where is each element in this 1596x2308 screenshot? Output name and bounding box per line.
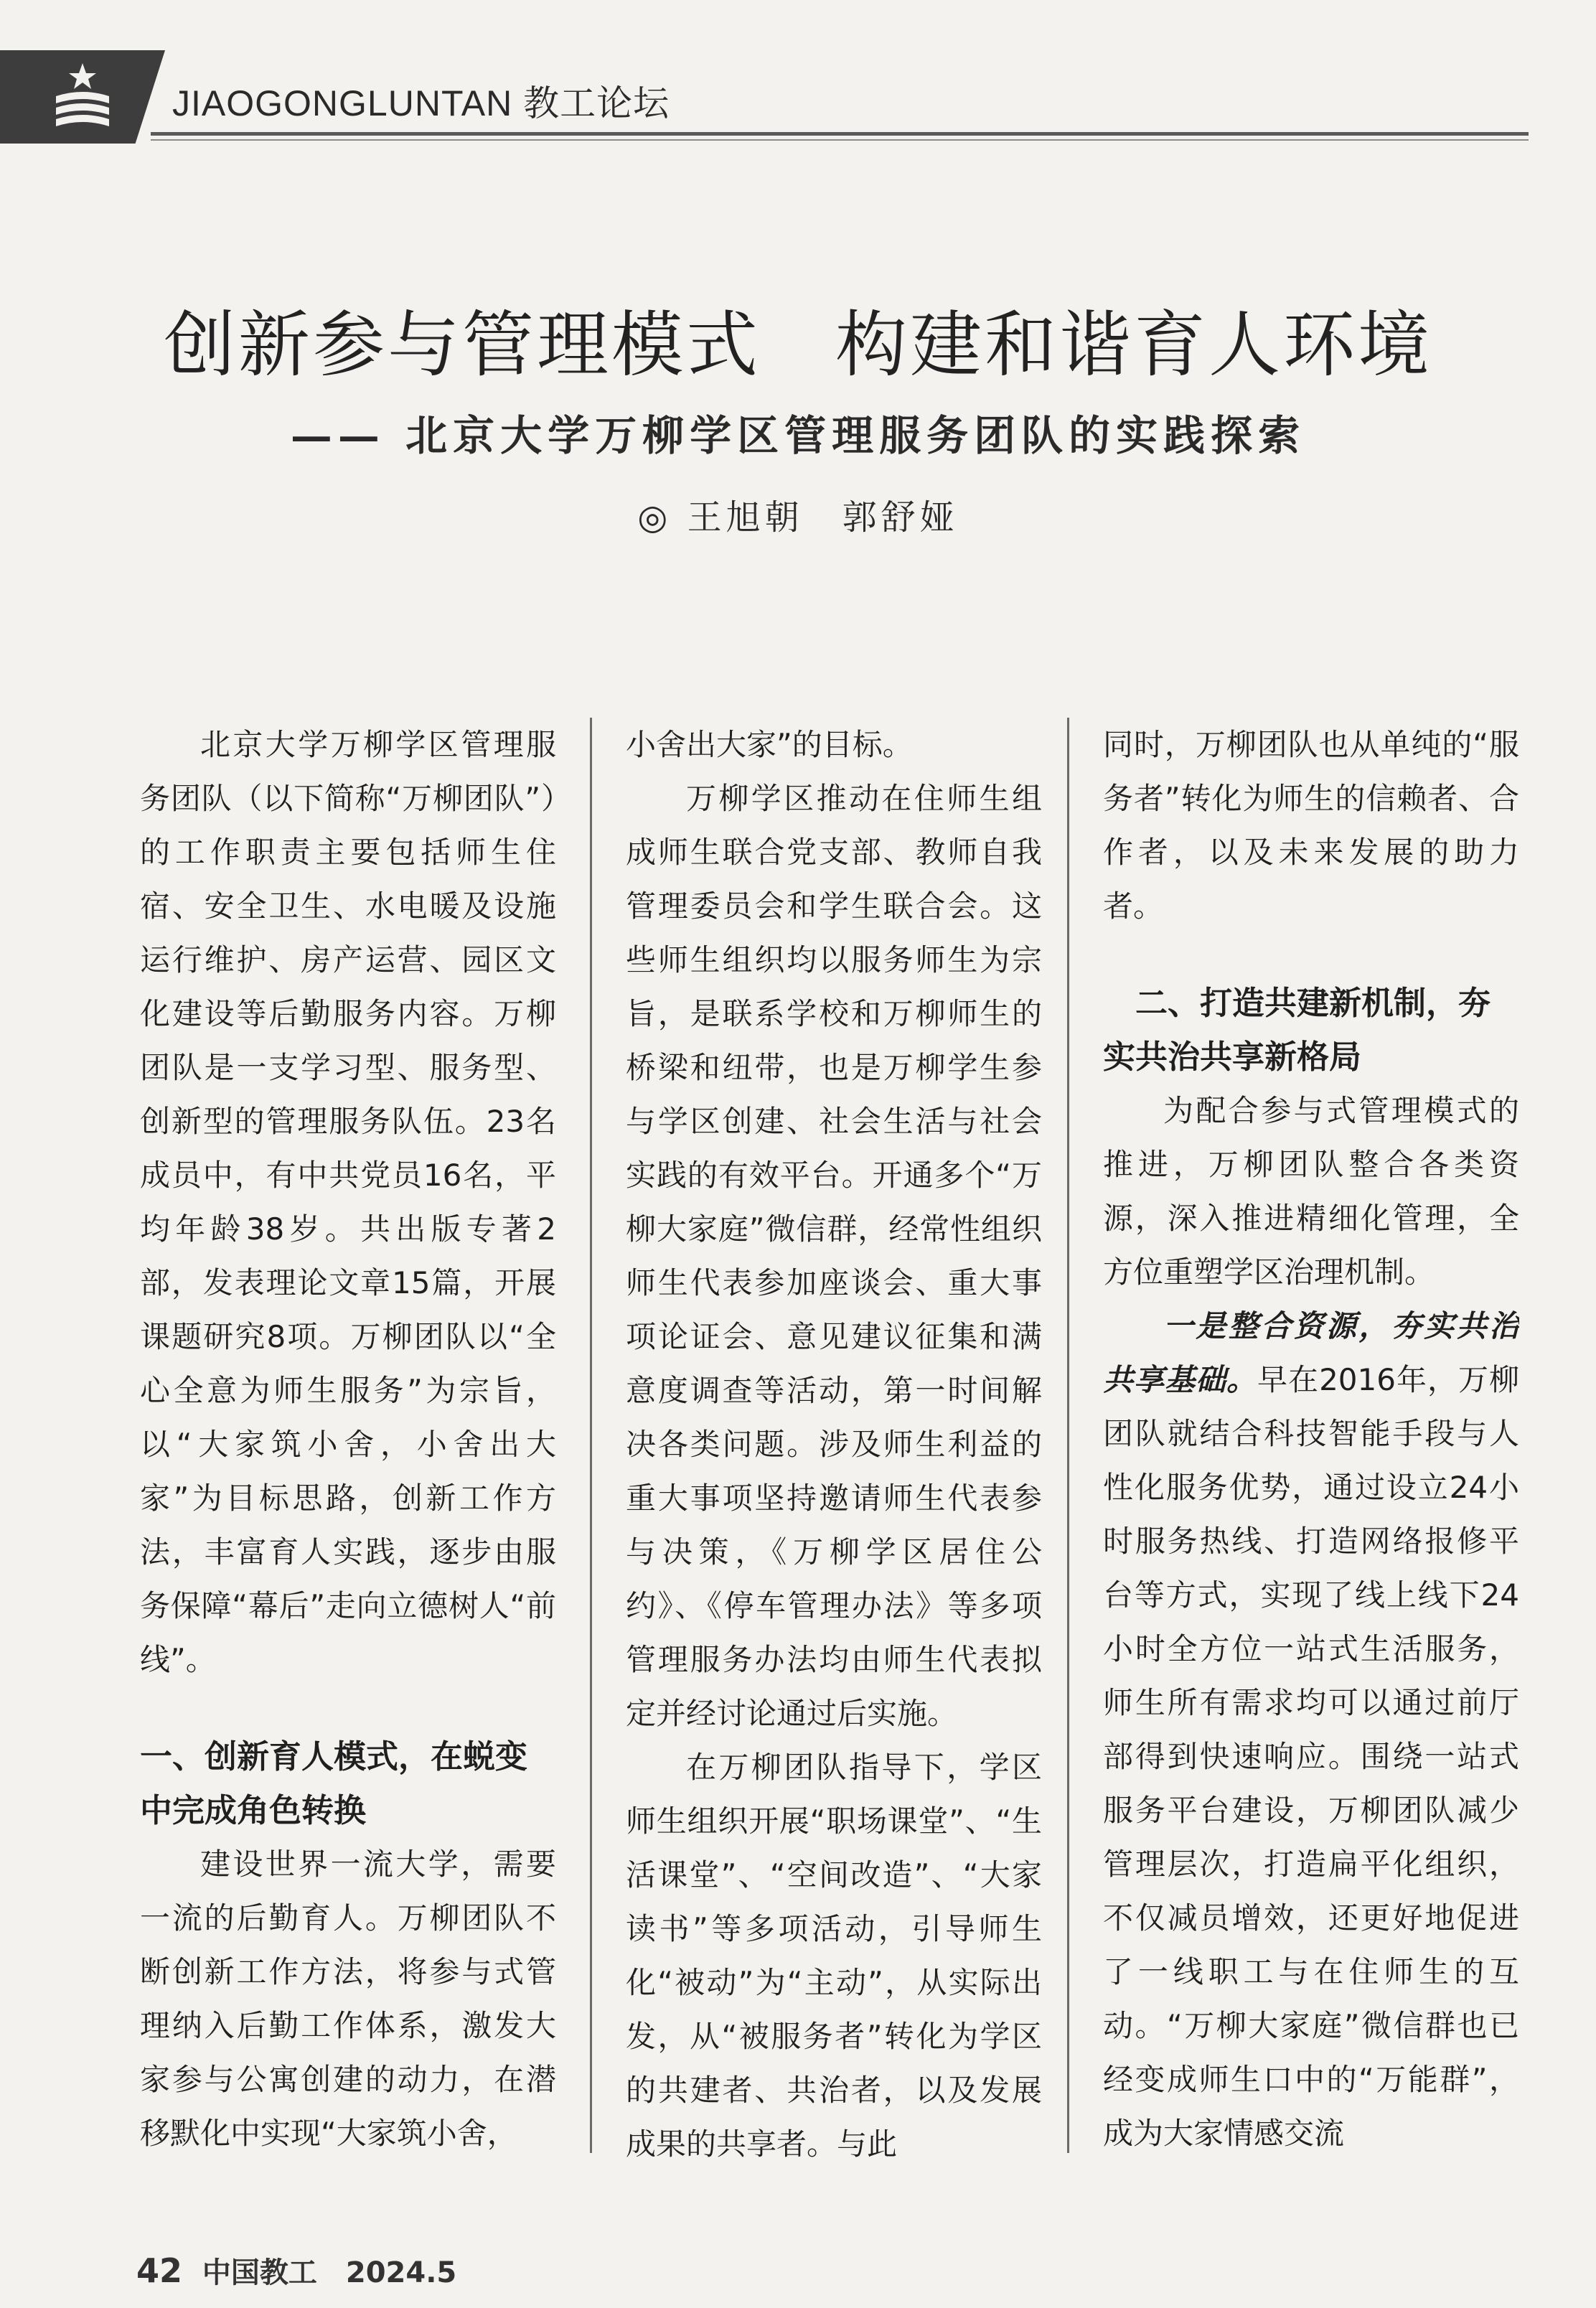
text-column-3 <box>1103 718 1519 2167</box>
column-divider <box>590 718 592 2153</box>
header-divider-thin <box>151 139 1529 141</box>
text-column-1 <box>140 718 556 2167</box>
paragraph: 万柳学区推动在住师生组成师生联合党支部、教师自我管理委员会和学生联合会。这些师生组织均以服务师生为宗旨，是联系学校和万柳师生的桥梁和纽带，也是万柳学生参与学区创建、社会生活与社会实践的有效平台。开通多个“万柳大家庭”微信群，经常性组织师生代表参加座谈会、重大事项论证会、意见建议征集和满意度调查等活动，第一时间解决各类问题。涉及师生利益的重大事项坚持邀请师生代表参与决策，《万柳学区居住公约》、《停车管理办法》等多项管理服务办法均由师生代表拟定并经讨论通过后实施。 <box>626 781 1042 1731</box>
header-divider <box>151 132 1529 136</box>
paragraph: 小舍出大家”的目标。 <box>626 727 913 762</box>
paragraph <box>1103 1299 1519 2160</box>
article-title: 创新参与管理模式 构建和谐育人环境 <box>164 303 1432 387</box>
paragraph: 北京大学万柳学区管理服务团队（以下简称“万柳团队”）的工作职责主要包括师生住宿、安全卫生、水电暖及设施运行维护、房产运营、园区文化建设等后勤服务内容。万柳团队是一支学习型、服务型、创新型的管理服务队伍。23名成员中，有中共党员16名，平均年龄38岁。共出版专著2部，发表理论文章15篇，开展课题研究8项。万柳团队以“全心全意为师生服务”为宗旨，以“大家筑小舍，小舍出大家”为目标思路，创新工作方法，丰富育人实践，逐步由服务保障“幕后”走向立德树人“前线”。 <box>140 727 556 1677</box>
journal-section-name: JIAOGONGLUNTAN 教工论坛 <box>172 83 670 123</box>
journal-issue: 中国教工 2024.5 <box>202 2256 457 2289</box>
book-star-icon <box>50 60 115 132</box>
column-divider <box>1067 718 1069 2153</box>
section-heading-1: 一、创新育人模式，在蜕变中完成角色转换 <box>140 1737 528 1829</box>
journal-logo <box>0 50 165 144</box>
paragraph: 为配合参与式管理模式的推进，万柳团队整合各类资源，深入推进精细化管理，全方位重塑学区治理机制。 <box>1103 1093 1519 1290</box>
section-heading-2: 二、打造共建新机制，夯实共治共享新格局 <box>1103 984 1491 1076</box>
paragraph-lead: 一是整合资源，夯实共治共享基础。 <box>1103 1308 1519 1397</box>
article-subtitle: —— 北京大学万柳学区管理服务团队的实践探索 <box>290 411 1306 460</box>
paragraph: 建设世界一流大学，需要一流的后勤育人。万柳团队不断创新工作方法，将参与式管理纳入后勤工作体系，激发大家参与公寓创建的动力，在潜移默化中实现“大家筑小舍， <box>140 1847 556 2151</box>
paragraph: 在万柳团队指导下，学区师生组织开展“职场课堂”、“生活课堂”、“空间改造”、“大家读书”等多项活动，引导师生化“被动”为“主动”，从实际出发，从“被服务者”转化为学区的共建者、共治者，以及发展成果的共享者。与此 <box>626 1750 1042 2162</box>
paragraph-body: 早在2016年，万柳团队就结合科技智能手段与人性化服务优势，通过设立24小时服务热线、打造网络报修平台等方式，实现了线上线下24小时全方位一站式生活服务，师生所有需求均可以通过前厅部得到快速响应。围绕一站式服务平台建设，万柳团队减少管理层次，打造扁平化组织，不仅减员增效，还更好地促进了一线职工与在住师生的互动。“万柳大家庭”微信群也已经变成师生口中的“万能群”，成为大家情感交流 <box>1103 1362 1519 2151</box>
page-footer <box>136 2250 456 2291</box>
running-header <box>0 43 1596 151</box>
article-authors: ◎ 王旭朝 郭舒娅 <box>637 497 959 538</box>
paragraph: 同时，万柳团队也从单纯的“服务者”转化为师生的信赖者、合作者，以及未来发展的助力者。 <box>1103 727 1519 924</box>
page-number: 42 <box>136 2251 183 2290</box>
text-column-2 <box>626 718 1042 2167</box>
